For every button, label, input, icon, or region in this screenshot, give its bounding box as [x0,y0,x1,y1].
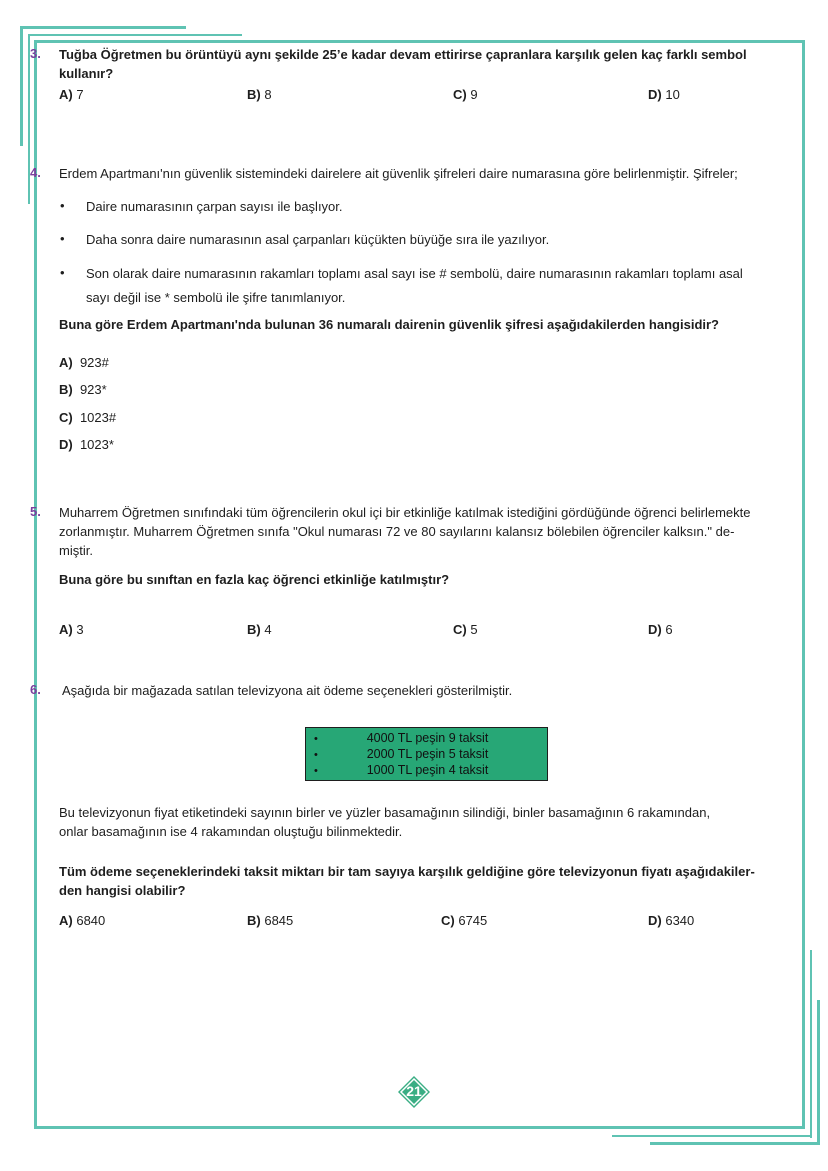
question-3-option-c[interactable] [453,87,478,102]
question-5-text-line-1: Muharrem Öğretmen sınıfındaki tüm öğrencilerin okul içi bir etkinliğe katılmak istediğini gördüğünde öğrenci belirlemekte [59,505,751,520]
option-value: 6845 [264,913,294,928]
question-6-number: 6. [30,682,41,697]
frame-top-line-3 [34,40,804,43]
question-6-paragraph-line-1: Bu televizyonun fiyat etiketindeki sayının birler ve yüzler basamağının silindiği, binler basamağının 6 rakamından, [59,805,711,820]
question-4-option-a[interactable] [59,355,109,370]
option-value: 6745 [458,913,488,928]
question-3-text-line-2: kullanır? [59,66,114,81]
payment-options-box [305,727,548,781]
question-4-question: Buna göre Erdem Apartmanı'nda bulunan 36 numaralı dairenin güvenlik şifresi aşağıdakilerden hangisidir? [59,317,719,332]
bullet-icon: • [314,749,318,761]
question-4-intro: Erdem Apartmanı'nın güvenlik sistemindeki dairelere ait güvenlik şifreleri daire numarasına göre belirlenmiştir. Şifreler; [59,166,738,181]
question-3-option-a[interactable] [59,87,84,102]
question-6-intro: Aşağıda bir mağazada satılan televizyona ait ödeme seçenekleri gösterilmiştir. [62,683,513,698]
option-value: 3 [76,622,84,637]
frame-bottom-line-3 [650,1142,820,1145]
option-value: 1023# [79,410,117,425]
option-value: 10 [665,87,680,102]
question-3-number: 3. [30,46,41,61]
bullet-icon: • [60,198,65,213]
option-letter: B) [59,382,73,397]
frame-right-line-2 [810,950,812,1138]
option-letter: C) [441,913,455,928]
option-value: 9 [470,87,478,102]
option-letter: D) [59,437,73,452]
payment-option-1: 4000 TL peşin 9 taksit [366,731,489,745]
option-value: 7 [76,87,84,102]
bullet-icon: • [60,265,65,280]
option-letter: C) [59,410,73,425]
option-letter: D) [648,913,662,928]
option-letter: A) [59,622,73,637]
option-letter: A) [59,355,73,370]
question-5-text-line-3: miştir. [59,543,93,558]
option-letter: C) [453,87,467,102]
question-4-number: 4. [30,165,41,180]
payment-option-2: 2000 TL peşin 5 taksit [366,747,489,761]
question-6-question-line-1: Tüm ödeme seçeneklerindeki taksit miktarı bir tam sayıya karşılık geldiğine göre televizyonun fiyatı aşağıdakiler- [59,864,755,879]
option-letter: B) [247,913,261,928]
question-4-bullet-3: Son olarak daire numarasının rakamları toplamı asal sayı ise # sembolü, daire numarasının rakamları toplamı asal [86,266,743,281]
question-4-option-b[interactable] [59,382,107,397]
bullet-icon: • [60,231,65,246]
option-value: 6 [665,622,673,637]
question-6-option-d[interactable] [648,913,694,928]
page-number: 21 [406,1083,422,1099]
frame-bottom-line-2 [612,1135,812,1137]
question-3-text-line-1: Tuğba Öğretmen bu örüntüyü aynı şekilde 25’e kadar devam ettirirse çapranlara karşılık gelen kaç farklı sembol [59,47,747,62]
question-4-bullet-2: Daha sonra daire numarasının asal çarpanları küçükten büyüğe sıra ile yazılıyor. [86,232,550,247]
question-6-option-c[interactable] [441,913,487,928]
question-5-text-line-2: zorlanmıştır. Muharrem Öğretmen sınıfa "Okul numarası 72 ve 80 sayılarını kalansız bölebilen öğrenciler kalksın." de- [59,524,735,539]
question-4-option-c[interactable] [59,410,116,425]
frame-left-line-3 [34,40,37,1128]
question-5-question: Buna göre bu sınıftan en fazla kaç öğrenci etkinliğe katılmıştır? [59,572,450,587]
option-letter: A) [59,87,73,102]
option-value: 4 [264,622,272,637]
question-6-paragraph-line-2: onlar basamağının ise 4 rakamından oluştuğu bilinmektedir. [59,824,403,839]
question-5-option-a[interactable] [59,622,84,637]
option-value: 8 [264,87,272,102]
frame-left-line-1 [20,26,23,146]
payment-option-3: 1000 TL peşin 4 taksit [366,763,489,777]
question-3-option-d[interactable] [648,87,680,102]
bullet-icon: • [314,765,318,777]
question-4-bullet-3-continued: sayı değil ise * sembolü ile şifre tanımlanıyor. [86,290,346,305]
bullet-icon: • [314,733,318,745]
frame-right-line [802,40,805,1128]
option-value: 6340 [665,913,695,928]
option-letter: A) [59,913,73,928]
question-5-option-b[interactable] [247,622,272,637]
frame-top-line-1 [20,26,186,29]
option-letter: C) [453,622,467,637]
question-4-option-d[interactable] [59,437,114,452]
page-number-badge [397,1075,431,1109]
option-letter: D) [648,87,662,102]
option-value: 1023* [79,437,114,452]
frame-right-line-3 [817,1000,820,1145]
question-6-option-a[interactable] [59,913,105,928]
question-6-question-line-2: den hangisi olabilir? [59,883,186,898]
option-value: 923* [79,382,107,397]
question-6-option-b[interactable] [247,913,293,928]
option-letter: B) [247,622,261,637]
option-value: 6840 [76,913,106,928]
question-3-option-b[interactable] [247,87,272,102]
question-4-bullet-1: Daire numarasının çarpan sayısı ile başlıyor. [86,199,343,214]
option-value: 923# [79,355,109,370]
option-letter: D) [648,622,662,637]
frame-bottom-line [34,1126,805,1129]
option-letter: B) [247,87,261,102]
question-5-option-d[interactable] [648,622,673,637]
question-5-option-c[interactable] [453,622,478,637]
question-5-number: 5. [30,504,41,519]
frame-top-line-2 [28,34,242,36]
option-value: 5 [470,622,478,637]
